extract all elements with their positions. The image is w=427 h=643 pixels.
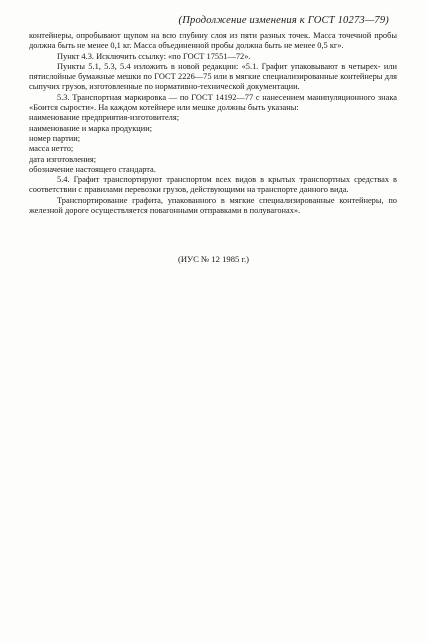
marking-list-item: наименование и марка продукции;	[29, 123, 153, 133]
paragraph-sampling: контейнеры, опробывают щупом на всю глубину слоя из пяти разных точек. Масса точечной пробы должна быть не менее 0,1 кг. Масса объединенной пробы должна быть не менее 0,5 кг».	[29, 31, 397, 51]
document-body	[29, 31, 397, 216]
continuation-header: (Продолжение изменения к ГОСТ 10273—79)	[178, 15, 389, 26]
marking-list-item: номер партии;	[29, 133, 81, 143]
paragraph-rail-transport: Транспортирование графита, упакованного в мягкие специализированные контейнеры, по железной дороге осуществляется повагонными отправками в полувагонах».	[29, 195, 397, 216]
marking-list-item: дата изготовления;	[29, 154, 97, 164]
marking-list-item: обозначение настоящего стандарта.	[29, 164, 156, 174]
marking-list-item: масса нетто;	[29, 144, 74, 154]
marking-list	[29, 113, 397, 175]
source-note: (ИУС № 12 1985 г.)	[177, 254, 250, 264]
paragraph-point-5-1: Пункты 5.1, 5.3, 5.4 изложить в новой редакции: «5.1. Графит упаковывают в четырех- или пятислойные бумажные мешки по ГОСТ 2226—75 или в мягкие специализированные контейнеры для сыпучих грузов, изготовленные по нормативно-технической документации.	[29, 61, 397, 92]
paragraph-point-5-3: 5.3. Транспортная маркировка — по ГОСТ 14192—77 с нанесением манипуляционного знака «Боится сырости». На каждом котейнере или мешке должны быть указаны:	[29, 92, 397, 113]
paragraph-point-4-3: Пункт 4.3. Исключить ссылку: «по ГОСТ 17551—72».	[57, 51, 251, 61]
paragraph-point-5-4: 5.4. Графит транспортируют транспортом всех видов в крытых транспортных средствах в соответствии с правилами перевозки грузов, действующими на транспорте данного вида.	[29, 175, 397, 195]
marking-list-item: наименование предприятия-изготовителя;	[29, 113, 180, 123]
